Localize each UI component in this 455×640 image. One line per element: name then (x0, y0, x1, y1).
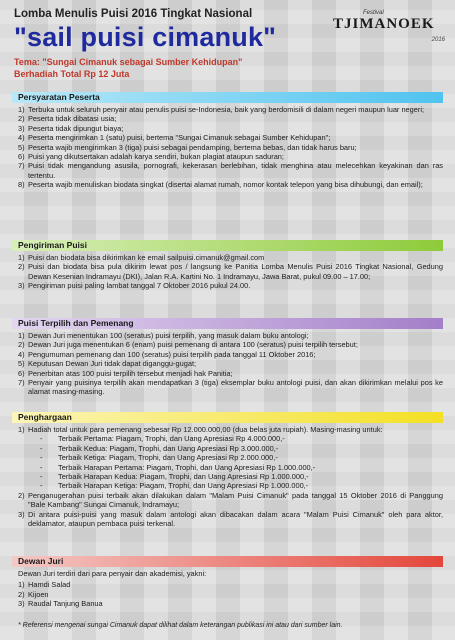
section-awards (12, 412, 443, 528)
list-item: 1) Hadiah total untuk para pemenang sebesar Rp 12.000.000,00 (dua belas juta rupiah). Masing-masing untuk: (18, 425, 383, 434)
list-item: 1) Puisi dan biodata bisa dikirimkan ke email sailpuisi.cimanuk@gmail.com (18, 253, 265, 262)
list-item: 4) Pengumuman pemenang dan 100 (seratus) puisi terpilih pada tanggal 11 Oktober 2016; (18, 349, 316, 359)
jury-list (12, 580, 443, 608)
award-item: - Terbaik Harapan Kedua: Piagam, Trophi, dan Uang Apresiasi Rp 1.000.000,- (40, 472, 309, 482)
event-name: "sail puisi cimanuk" (14, 22, 277, 52)
section-jury (12, 556, 443, 609)
list-item: 2) Peserta tidak dibatasi usia; (18, 114, 117, 124)
list-item: 2) Kijoen (18, 589, 49, 599)
list-item: 7) Puisi tidak mengandung asusila, pornografi, kekerasan berlebihan, tidak menghina atau melecehkan keyakinan dan ras tertentu. (18, 161, 443, 180)
theme-line: Tema: "Sungai Cimanuk sebagai Sumber Kehidupan" (14, 57, 243, 67)
logo-text: TJIMANOEK (333, 16, 435, 32)
list-item: 7) Penyair yang puisinya terpilih akan mendapatkan 3 (tiga) eksemplar buku antologi puisi, dan akan dikirimkan melalui pos ke alamat masing-masing. (18, 378, 443, 397)
jury-intro: Dewan Juri terdiri dari para penyair dan akademisi, yakni: (18, 569, 207, 578)
requirements-list (12, 105, 443, 190)
list-item: 1) Hamdi Salad (18, 580, 71, 590)
section-header-awards: Penghargaan (12, 412, 443, 423)
footnote: * Referensi mengenai sungai Cimanuk dapat dilihat dalam keterangan publikasi ini atau dari sumber lain. (18, 622, 343, 629)
list-item: 5) Peserta wajib mengirimkan 3 (tiga) puisi sebagai pendamping, bertema bebas, dan tidak harus baru; (18, 142, 357, 152)
competition-title: Lomba Menulis Puisi 2016 Tingkat Nasional (14, 8, 253, 20)
section-header-selection: Puisi Terpilih dan Pemenang (12, 318, 443, 329)
award-item: - Terbaik Kedua: Piagam, Trophi, dan Uang Apresiasi Rp 3.000.000,- (40, 443, 279, 453)
list-item: 2) Dewan Juri juga menentukan 6 (enam) puisi pemenang di antara 100 (seratus) puisi terpilih tersebut; (18, 340, 358, 350)
list-item: 1) Terbuka untuk seluruh penyair atau penulis puisi se-Indonesia, baik yang berdomisili di dalam negeri maupun luar negeri; (18, 105, 425, 114)
list-item: 6) Puisi yang dikutsertakan adalah karya sendiri, bukan plagiat ataupun saduran; (18, 152, 284, 162)
award-item: - Terbaik Pertama: Piagam, Trophi, dan Uang Apresiasi Rp 4.000.000,- (40, 434, 285, 444)
section-header-submission: Pengiriman Puisi (12, 240, 443, 251)
selection-list (12, 331, 443, 397)
prize-line: Berhadiah Total Rp 12 Juta (14, 69, 130, 79)
logo-year: 2016 (431, 37, 445, 43)
list-item: 3) Di antara puisi-puisi yang masuk dalam antologi akan dibacakan dalam acara "Malam Puisi Cimanuk" oleh para aktor, deklamator, ataupun pembaca puisi terkenal. (18, 509, 443, 529)
list-item: 1) Dewan Juri menentukan 100 (seratus) puisi terpilih, yang masuk dalam buku antologi; (18, 331, 309, 340)
section-requirements (12, 92, 443, 190)
list-item: 2) Puisi dan biodata bisa pula dikirim lewat pos / langsung ke Panitia Lomba Menulis Puisi 2016 Tingkat Nasional, Gedung Dewan Kesenian Indramayu (DKI), Jalan R.A. Kartini No. 1 Indramayu, Jawa Barat, pukul 09.00 – 17.00; (18, 262, 443, 281)
logo-festival-label: Festival (363, 10, 384, 16)
awards-list (12, 425, 443, 528)
list-item: 8) Peserta wajib menuliskan biodata singkat (disertai alamat rumah, nomor kontak telepon yang bisa dihubungi, dan email); (18, 180, 423, 190)
section-selection (12, 318, 443, 397)
section-header-jury: Dewan Juri (12, 556, 443, 567)
list-item: 2) Penganugerahan puisi terbaik akan dilakukan dalam "Malam Puisi Cimanuk" pada tanggal 15 Oktober 2016 di Panggung "Bale Kambang" Sungai Cimanuk, Indramayu; (18, 490, 443, 510)
list-item: 3) Raudal Tanjung Banua (18, 599, 103, 609)
section-submission (12, 240, 443, 291)
award-item: - Terbaik Harapan Ketiga: Piagam, Trophi, dan Uang Apresiasi Rp 1.000.000,- (40, 481, 309, 491)
list-item: 4) Peserta mengirimkan 1 (satu) puisi, bertema "Sungai Cimanuk sebagai Sumber Kehidupan"; (18, 133, 331, 143)
list-item: 5) Keputusan Dewan Juri tidak dapat diganggu-gugat; (18, 359, 197, 369)
list-item: 3) Peserta tidak dipungut biaya; (18, 123, 124, 133)
award-item: - Terbaik Ketiga: Piagam, Trophi, dan Uang Apresiasi Rp 2.000.000,- (40, 453, 278, 463)
section-header-requirements: Persyaratan Peserta (12, 92, 443, 103)
list-item: 3) Pengiriman puisi paling lambat tanggal 7 Oktober 2016 pukul 24.00. (18, 281, 251, 291)
list-item: 6) Penerbitan atas 100 puisi terpilih tersebut menjadi hak Panitia; (18, 368, 233, 378)
submission-list (12, 253, 443, 291)
award-item: - Terbaik Harapan Pertama: Piagam, Trophi, dan Uang Apresiasi Rp 1.000.000,- (40, 462, 316, 472)
festival-logo (333, 10, 445, 46)
